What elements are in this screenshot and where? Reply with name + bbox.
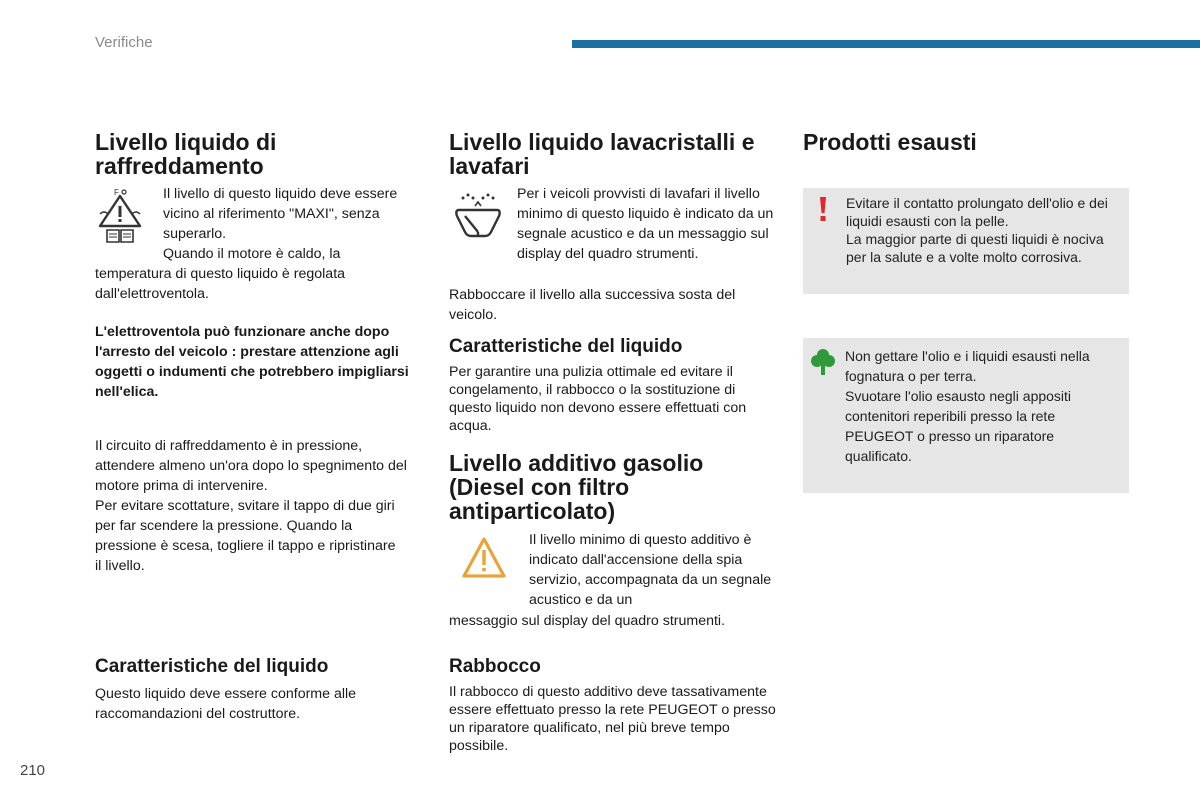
eco-note-box [803,338,1129,493]
svg-text:F: F [114,188,119,197]
coolant-hot-text: Quando il motore è caldo, la [163,246,341,262]
coolant-characteristics-heading: Caratteristiche del liquido [95,656,329,677]
coolant-characteristics-text: Questo liquido deve essere conforme alle raccomandazioni del costruttore. [95,686,357,722]
washer-refill-text: Rabboccare il livello alla successiva sosta del veicolo. [449,287,736,323]
washer-level-text: Per i veicoli provvisti di lavafari il livello minimo di questo liquido è indicato da un segnale acustico e da un messaggio sul display del quadro strumenti. [517,186,774,262]
washer-heading: Livello liquido lavacristalli e lavafari [449,129,755,179]
refill-heading: Rabbocco [449,656,541,677]
warning-note-box [803,188,1129,294]
page-number: 210 [20,762,46,779]
coolant-fan-text: temperatura di questo liquido è regolata dall'elettroventola. [95,266,346,302]
refill-text: Il rabbocco di questo additivo deve tassativamente essere effettuato presso la rete PEUGEOT o presso un riparatore qualificato, nel più breve tempo possibile. [449,684,776,754]
caution-triangle-icon [461,536,507,580]
eco-tree-icon [811,348,835,376]
warning-note-line2: La maggior parte di questi liquidi è nociva per la salute e a volte molto corrosiva. [846,231,1104,265]
waste-heading: Prodotti esausti [803,129,977,155]
washer-characteristics-text: Per garantire una pulizia ottimale ed evitare il congelamento, il rabbocco o la sostituzione di questo liquido non devono essere effettuati con acqua. [449,364,747,434]
coolant-warning-icon [97,186,143,244]
coolant-level-text: Il livello di questo liquido deve essere vicino al riferimento "MAXI", senza superarlo. [163,186,398,242]
warning-note-line1: Evitare il contatto prolungato dell'olio e dei liquidi esausti con la pelle. [846,195,1108,229]
header-accent-bar [572,40,1200,48]
eco-note-line2: Svuotare l'olio esausto negli appositi contenitori reperibili presso la rete PEUGEOT o presso un riparatore qualificato. [845,388,1072,464]
additive-message-text: messaggio sul display del quadro strumenti. [449,613,726,629]
exclamation-icon [817,196,829,222]
washer-characteristics-heading: Caratteristiche del liquido [449,336,683,357]
pressure-text: Il circuito di raffreddamento è in pressione, attendere almeno un'ora dopo lo spegnimento del motore prima di intervenire. [95,438,407,494]
burn-warning-text: Per evitare scottature, svitare il tappo di due giri per far scendere la pressione. Quando la pressione è scesa, togliere il tappo e ripristinare il livello. [95,498,396,574]
fan-warning-text: L'elettroventola può funzionare anche dopo l'arresto del veicolo : prestare attenzione agli oggetti o indumenti che potrebbero impigliarsi nell'elica. [95,324,409,400]
section-title: Verifiche [95,34,153,51]
coolant-heading: Livello liquido di raffreddamento [95,129,277,179]
eco-note-line1: Non gettare l'olio e i liquidi esausti nella fognatura o per terra. [845,348,1090,384]
diesel-additive-heading: Livello additivo gasolio (Diesel con filtro antiparticolato) [449,450,704,524]
washer-fluid-icon [453,192,503,238]
additive-level-text: Il livello minimo di questo additivo è indicato dall'accensione della spia servizio, accompagnata da un segnale acustico e da un [529,532,772,608]
